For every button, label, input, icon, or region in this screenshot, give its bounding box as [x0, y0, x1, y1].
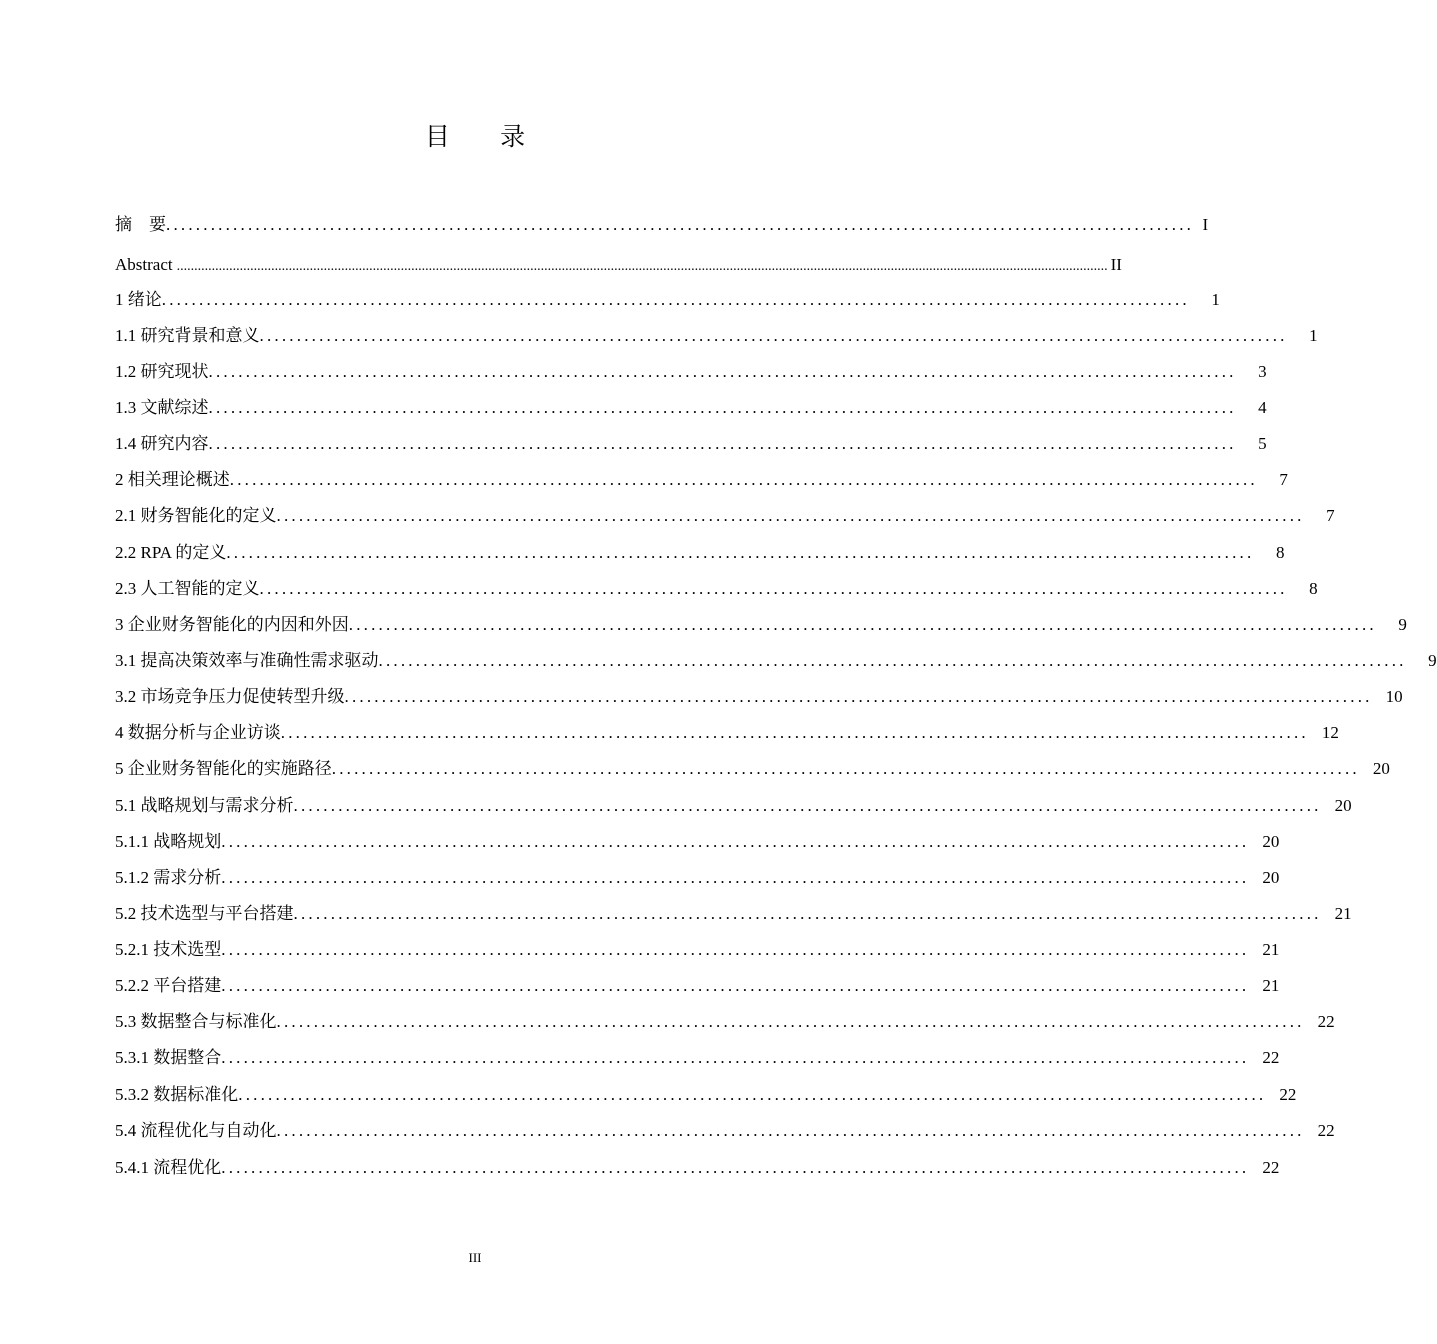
- toc-entry-label: 3 企业财务智能化的内因和外因: [115, 615, 349, 634]
- toc-leader-dots: ..........................................................................................................................................: [221, 940, 1250, 959]
- toc-entry-page: 8: [1309, 579, 1318, 598]
- toc-entry-label: 5.4 流程优化与自动化: [115, 1121, 277, 1140]
- toc-entry[interactable]: [115, 685, 1403, 709]
- toc-leader-dots: ..........................................................................................................................................: [221, 976, 1250, 995]
- toc-leader-dots: ..........................................................................................................................................: [238, 1085, 1267, 1104]
- toc-leader-dots: ..........................................................................................................................................: [221, 1048, 1250, 1067]
- toc-leader-dots: ..........................................................................................................................................................................................................................................................................: [176, 259, 1108, 274]
- toc-leader-dots: ..........................................................................................................................................: [276, 1012, 1305, 1031]
- toc-entry[interactable]: [115, 974, 1280, 998]
- toc-entry-page: II: [1110, 255, 1122, 274]
- toc-entry[interactable]: [115, 432, 1267, 456]
- toc-entry[interactable]: [115, 541, 1285, 565]
- toc-entry-abstract-cn[interactable]: [115, 213, 1209, 237]
- toc-entry[interactable]: [115, 1083, 1297, 1107]
- toc-entry[interactable]: [115, 577, 1318, 601]
- toc-entry-abstract-en[interactable]: [115, 253, 1122, 277]
- page-title: 目 录: [424, 124, 548, 151]
- toc-entry-label: 5.4.1 流程优化: [115, 1158, 222, 1177]
- toc-leader-dots: ..........................................................................................................................................: [208, 362, 1237, 381]
- toc-leader-dots: ..........................................................................................................................................: [208, 434, 1237, 453]
- toc-entry-page: 21: [1262, 940, 1280, 959]
- toc-entry-page: 10: [1385, 687, 1403, 706]
- toc-leader-dots: ..........................................................................................................................................: [293, 904, 1322, 923]
- toc-entry-label: 2.1 财务智能化的定义: [115, 506, 277, 525]
- toc-entry-label: 5.1 战略规划与需求分析: [115, 796, 294, 815]
- toc-entry-label: 1.1 研究背景和意义: [115, 326, 260, 345]
- toc-leader-dots: ..........................................................................................................................................: [276, 1121, 1305, 1140]
- toc-entry-label: 1.3 文献综述: [115, 398, 209, 417]
- toc-leader-dots: ..........................................................................................................................................: [276, 506, 1305, 525]
- toc-entry-page: 22: [1262, 1048, 1280, 1067]
- toc-entry-label: 2 相关理论概述: [115, 470, 230, 489]
- toc-entry-page: 12: [1321, 723, 1339, 742]
- toc-entry[interactable]: [115, 1156, 1280, 1180]
- toc-leader-dots: ..........................................................................................................................................: [378, 651, 1407, 670]
- toc-entry-page: 8: [1275, 543, 1285, 562]
- toc-leader-dots: ..........................................................................................................................................: [293, 796, 1322, 815]
- toc-entry-label: 摘 要: [115, 215, 166, 234]
- toc-leader-dots: ..........................................................................................................................................: [331, 759, 1360, 778]
- toc-entry-page: 4: [1258, 398, 1267, 417]
- toc-entry-label: 5.3.2 数据标准化: [115, 1085, 239, 1104]
- toc-leader-dots: ..........................................................................................................................................: [221, 1158, 1250, 1177]
- toc-entry-label: 5.2 技术选型与平台搭建: [115, 904, 294, 923]
- toc-entry-page: 7: [1326, 506, 1335, 525]
- toc-leader-dots: ..........................................................................................................................................: [280, 723, 1309, 742]
- toc-entry-page: 3: [1258, 362, 1267, 381]
- toc-leader-dots: ..........................................................................................................................................: [208, 398, 1237, 417]
- toc-entry-page: I: [1202, 215, 1209, 234]
- toc-entry[interactable]: [115, 288, 1220, 312]
- toc-entry[interactable]: [115, 938, 1280, 962]
- toc-entry-page: 22: [1262, 1158, 1280, 1177]
- toc-entry[interactable]: [115, 902, 1352, 926]
- toc-entry[interactable]: [115, 504, 1335, 528]
- toc-entry[interactable]: [115, 468, 1288, 492]
- toc-entry[interactable]: [115, 866, 1280, 890]
- toc-entry-label: 1.4 研究内容: [115, 434, 209, 453]
- toc-entry-label: 5.3.1 数据整合: [115, 1048, 222, 1067]
- toc-leader-dots: ..........................................................................................................................................: [344, 687, 1373, 706]
- toc-entry-page: 1: [1309, 326, 1318, 345]
- toc-entry[interactable]: [115, 360, 1267, 384]
- toc-entry-label: 5.1.2 需求分析: [115, 868, 222, 887]
- toc-entry-label: 2.3 人工智能的定义: [115, 579, 260, 598]
- toc-entry[interactable]: [115, 649, 1437, 673]
- toc-entry-page: 20: [1262, 832, 1280, 851]
- toc-leader-dots: ..........................................................................................................................................: [348, 615, 1377, 634]
- toc-leader-dots: ..........................................................................................................................................: [259, 579, 1288, 598]
- toc-entry[interactable]: [115, 794, 1352, 818]
- toc-entry-label: 3.1 提高决策效率与准确性需求驱动: [115, 651, 379, 670]
- toc-entry-page: 20: [1372, 759, 1390, 778]
- toc-leader-dots: ..........................................................................................................................................: [221, 832, 1250, 851]
- toc-entry[interactable]: [115, 1046, 1280, 1070]
- toc-leader-dots: ..........................................................................................................................................: [221, 868, 1250, 887]
- toc-entry[interactable]: [115, 324, 1318, 348]
- footer-page-number: III: [468, 1250, 482, 1265]
- toc-entry-label: 5.2.2 平台搭建: [115, 976, 222, 995]
- toc-entry[interactable]: [115, 757, 1390, 781]
- toc-entry-label: 1 绪论: [115, 290, 162, 309]
- toc-entry-page: 22: [1317, 1012, 1335, 1031]
- toc-entry-label: 5.2.1 技术选型: [115, 940, 222, 959]
- toc-entry[interactable]: [115, 721, 1339, 745]
- toc-leader-dots: ..........................................................................................................................................: [166, 215, 1195, 234]
- toc-entry-label: 4 数据分析与企业访谈: [115, 723, 281, 742]
- toc-entry-label: 2.2 RPA 的定义: [115, 543, 227, 562]
- toc-entry-label: 3.2 市场竞争压力促使转型升级: [115, 687, 345, 706]
- toc-entry-page: 5: [1258, 434, 1267, 453]
- toc-entry-page: 7: [1279, 470, 1288, 489]
- toc-entry-page: 20: [1334, 796, 1352, 815]
- toc-entry-label: 5.1.1 战略规划: [115, 832, 222, 851]
- toc-entry-page: 20: [1262, 868, 1280, 887]
- toc-entry-label: 5 企业财务智能化的实施路径: [115, 759, 332, 778]
- toc-entry-page: 22: [1317, 1121, 1335, 1140]
- toc-entry-page: 21: [1334, 904, 1352, 923]
- toc-entry-page: 9: [1398, 615, 1407, 634]
- toc-leader-dots: ..........................................................................................................................................: [226, 543, 1255, 562]
- toc-entry-label: Abstract: [115, 255, 173, 274]
- toc-entry[interactable]: [115, 1119, 1335, 1143]
- toc-entry-label: 5.3 数据整合与标准化: [115, 1012, 277, 1031]
- toc-entry-label: 1.2 研究现状: [115, 362, 209, 381]
- toc-leader-dots: ..........................................................................................................................................: [161, 290, 1190, 309]
- toc-leader-dots: ..........................................................................................................................................: [229, 470, 1258, 489]
- toc-entry-page: 21: [1262, 976, 1280, 995]
- toc-leader-dots: ..........................................................................................................................................: [259, 326, 1288, 345]
- toc-entry-page: 9: [1428, 651, 1437, 670]
- toc-entry[interactable]: [115, 613, 1407, 637]
- toc-entry[interactable]: [115, 830, 1280, 854]
- toc-entry[interactable]: [115, 1010, 1335, 1034]
- toc-entry[interactable]: [115, 396, 1267, 420]
- toc-entry-page: 22: [1279, 1085, 1297, 1104]
- toc-entry-page: 1: [1211, 290, 1220, 309]
